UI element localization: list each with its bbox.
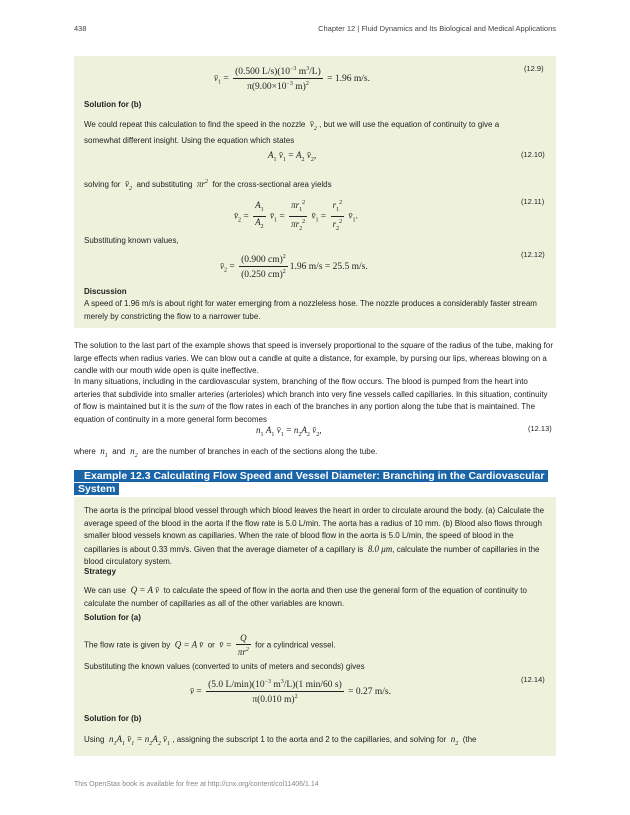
example-intro: The aorta is the principal blood vessel through which blood leaves the heart in order to circulate around the body. (a) Calculate the average speed of the blood in the aorta if the flow rate is 5.0 L/min. The aorta has a radius of 10 mm. (b) Blood also flows through smaller blood vessels known as capillaries. When the rate of blood flow in the aorta is 5.0 L/min, the speed of blood in the capillaries is about 0.33 mm/s. Given that the average diameter of a capillary is 8.0 μm, calculate the number of capillaries in the blood circulatory system.: [84, 506, 545, 566]
discussion-heading: Discussion: [84, 287, 127, 296]
equation-12-12: $v̄_2$ = $\frac{(0.900 cm)^2}{(0.250 cm)^2}$ 1.96 m/s = 25.5 m/s.: [220, 254, 368, 281]
strategy-text: We can use Q = A v̄ to calculate the speed of flow in the aorta and then use the general form of the equation of continuity to calculate the number of capillaries as all of the other variables are known.: [84, 585, 527, 608]
paragraph-inverse-square: The solution to the last part of the example shows that speed is inversely proportional to the square of the radius of the tube, making for large effects when radius varies. We can blow out a candle at quite a distance, for example, by pursing our lips, whereas blowing on a candle with our mouth wide open is quite ineffective.: [74, 341, 553, 375]
equation-12-9: $v̄_1$ = $\frac{(0.500 L/s)(10^{-3} m^3/L)}{\pi(9.00\times 10^{-3} m)^2}$ = 1.96 m/s.: [214, 66, 370, 93]
solution-b-heading: Solution for (b): [84, 100, 142, 109]
equation-number-12-11: (12.11): [521, 197, 545, 206]
paragraph-substituting: Substituting known values,: [84, 236, 179, 245]
solution-b2-heading: Solution for (b): [84, 714, 142, 723]
equation-12-11: $v̄_2$ = $\frac{A_1}{A_2}$ $v̄_1$ = $\frac{\pi r_1^2}{\pi r_2^2}$ $v̄_1$ = $\frac{r_1^2}{r_2^2}$ $v̄_1$.: [234, 200, 358, 233]
page-number: 438: [74, 24, 87, 33]
paragraph-solving: solving for $v̄_2$ and substituting $\pi r^2$ for the cross-sectional area yields: [84, 179, 332, 192]
equation-12-14: v̄ = $\frac{(5.0 L/\min)(10^{-3} m^3/L)(1 \min/60 s)}{\pi(0.010 m)^2}$ = 0.27 m/s.: [190, 679, 392, 706]
discussion-text: A speed of 1.96 m/s is about right for water emerging from a nozzleless hose. The nozzle produces a considerably faster stream merely by constricting the flow to a narrower tube.: [84, 299, 537, 321]
chapter-title: Chapter 12 | Fluid Dynamics and Its Biological and Medical Applications: [318, 24, 556, 33]
equation-number-12-9: (12.9): [524, 64, 544, 73]
example-title: Example 12.3 Calculating Flow Speed and Vessel Diameter: Branching in the Cardiovascular System: [74, 470, 548, 496]
paragraph-where: where $n_1$ and $n_2$ are the number of branches in each of the sections along the tube.: [74, 446, 378, 459]
equation-12-10: $A_1$ $v̄_1 = A_2$ $v̄_2$,: [268, 150, 317, 163]
example-heading: [74, 470, 556, 499]
paragraph-nozzle: We could repeat this calculation to find the speed in the nozzle $v̄_2$ , but we will use the equation of continuity to give a somewhat different insight. Using the equation which states: [84, 119, 500, 146]
equation-number-12-12: (12.12): [521, 250, 545, 259]
equation-number-12-13: (12.13): [528, 424, 552, 433]
equation-12-13: $n_1$ $A_1$ $v̄_1 = n_2A_2$ $v̄_2$,: [256, 425, 322, 438]
solution-a-heading: Solution for (a): [84, 613, 141, 622]
equation-number-12-14: (12.14): [521, 675, 545, 684]
flow-rate-text: The flow rate is given by Q = A v̄ or v̄ = $\frac{Q}{\pi r^2}$ for a cylindrical vessel.: [84, 633, 336, 657]
paragraph-branching: In many situations, including in the cardiovascular system, branching of the flow occurs. The blood is pumped from the heart into arteries that subdivide into smaller arteries (arterioles) which branch into very fine vessels called capillaries. In this situation, continuity of flow is maintained but it is the sum of the flow rates in each of the branches in any portion along the tube that is maintained. The equation of continuity in a more general form becomes: [74, 377, 548, 424]
using-text: Using $n_1A_1$ $v̄_1 = n_2A_2$ $v̄_1$ , assigning the subscript 1 to the aorta and 2 to the capillaries, and solving for $n_2$ (the: [84, 734, 477, 747]
substitution-text: Substituting the known values (converted to units of meters and seconds) gives: [84, 662, 365, 671]
strategy-heading: Strategy: [84, 567, 117, 576]
footer-text: This OpenStax book is available for free at http://cnx.org/content/col11406/1.14: [74, 781, 319, 788]
equation-number-12-10: (12.10): [521, 150, 545, 159]
